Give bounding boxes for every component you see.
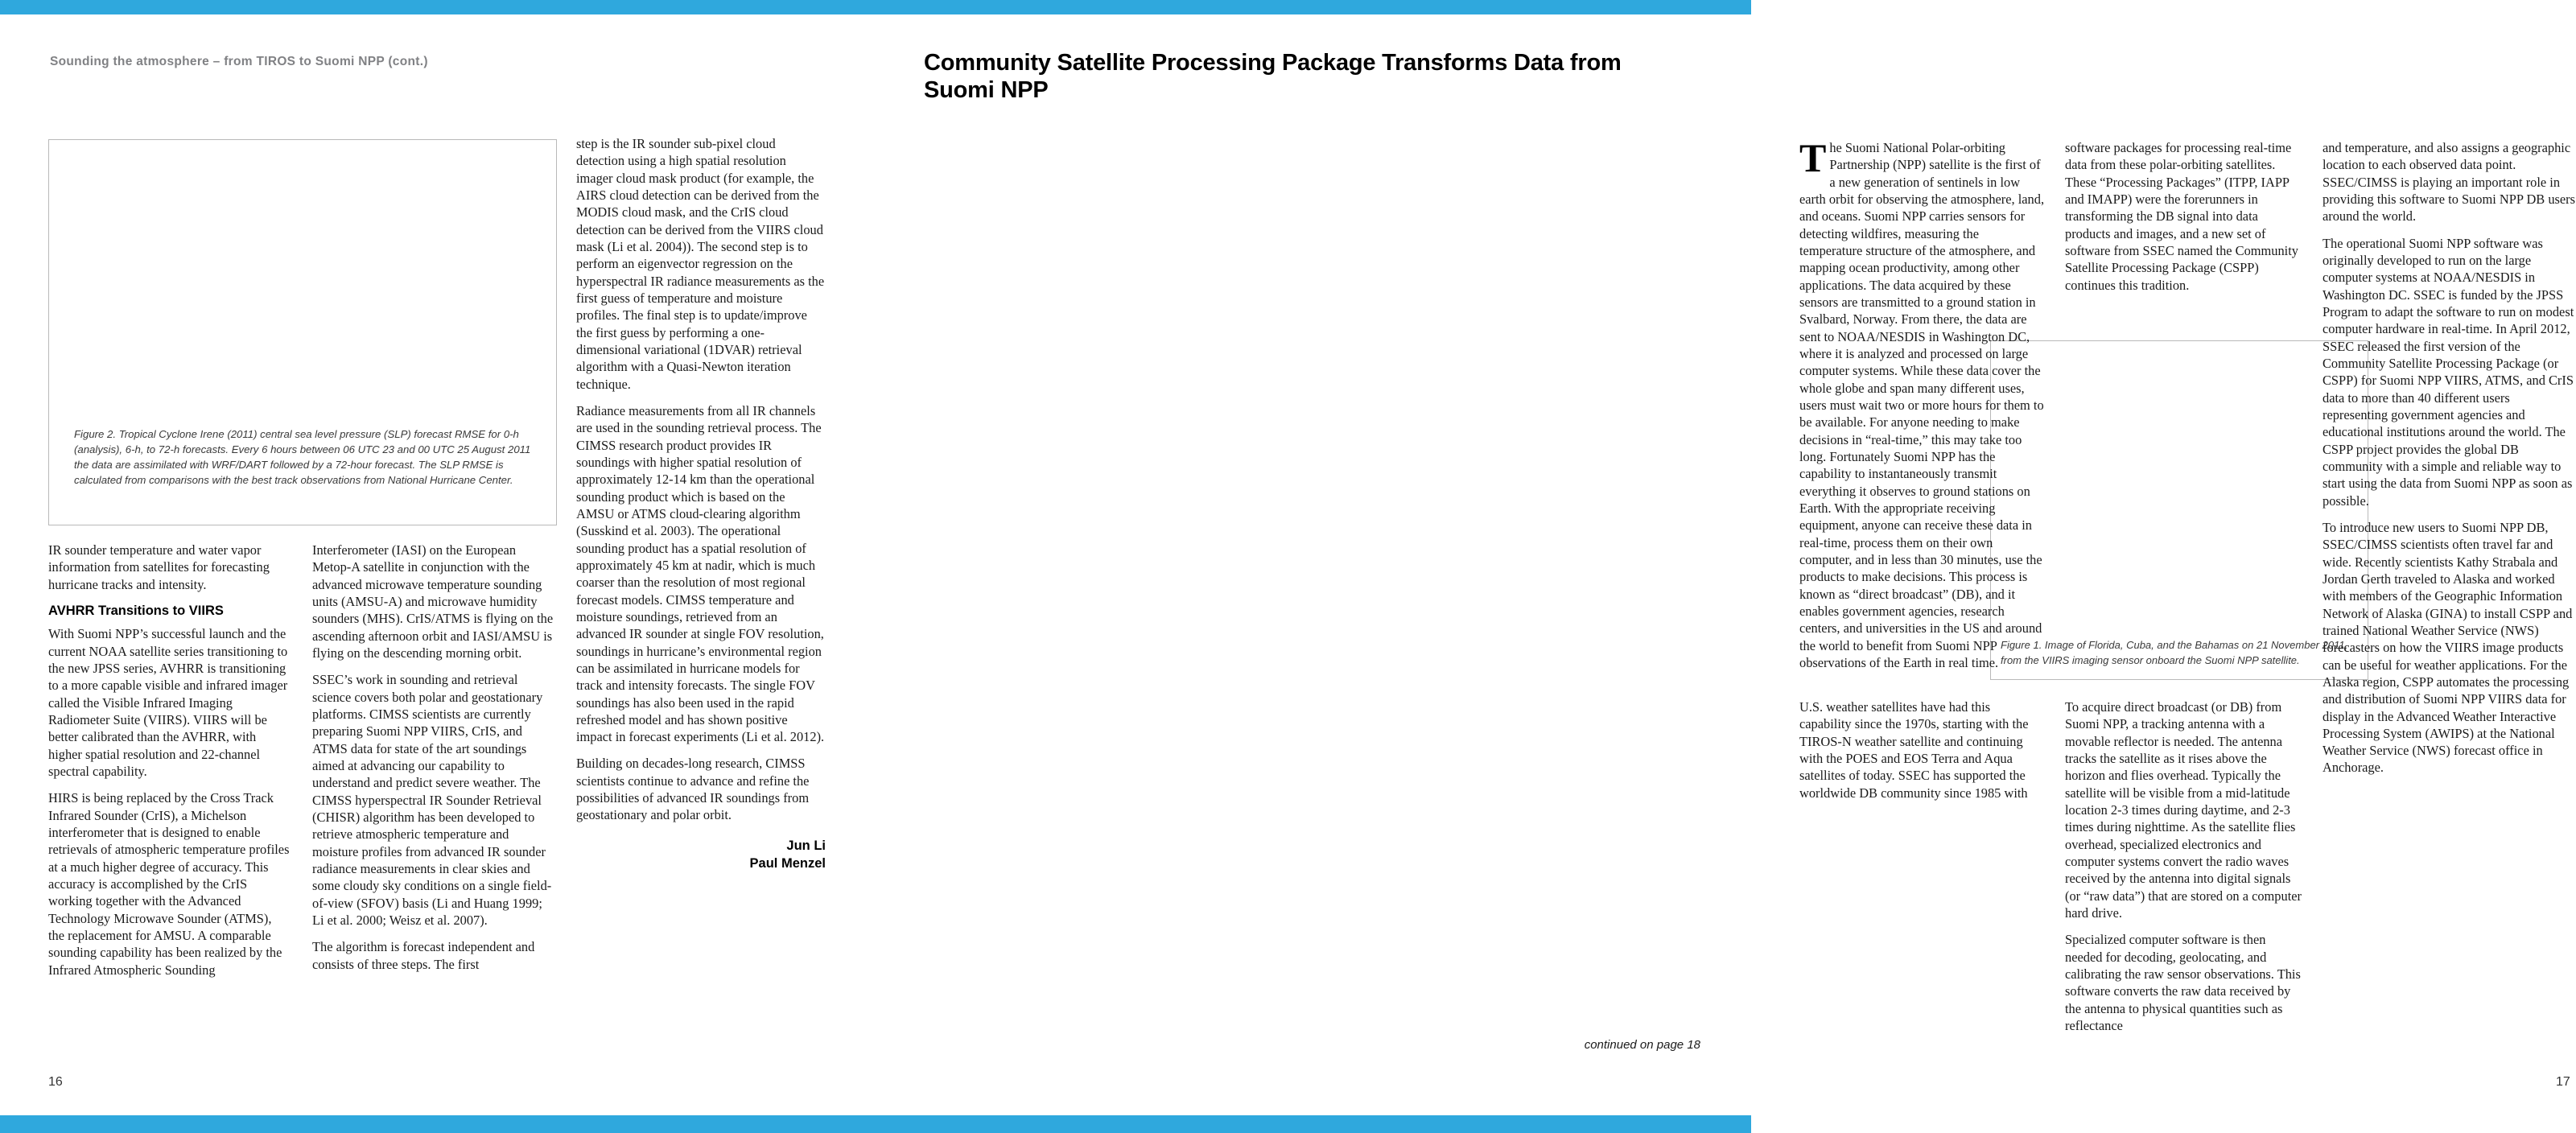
lead-paragraph [1799,135,2045,671]
lead-paragraph-text: he Suomi National Polar-orbiting Partnership (NPP) satellite is the first of a new generation of sentinels in low earth orbit for observing the atmosphere, land, and oceans. Suomi NPP carries sensors for detecting wildfires, measuring the temperature structure of the atmosphere, and mapping ocean productivity, among other applications. The data acquired by these sensors are transmitted to a ground station in Svalbard, Norway. From there, the data are sent to NOAA/NESDIS in Washington DC, where it is analyzed and processed on large computer systems. While these data cover the whole globe and span many different uses, users must wait two or more hours for them to be available. For anyone needing to make decisions in “real-time,” this may take too long. Fortunately Suomi NPP has the capability to instantaneously transmit everything it observes to ground stations on Earth. With the appropriate receiving equipment, anyone can receive these data in real-time, process them on their own computer, and in less than 30 minutes, use the products to make decisions. This process is known as “direct broadcast” (DB), and it enables government agencies, research centers, and universities in the US and around the world to benefit from Suomi NPP observations of the Earth in real time. [1799,140,2045,670]
paragraph: To acquire direct broadcast (or DB) from Suomi NPP, a tracking antenna with a movable reflector is needed. The antenna tracks the satellite as it rises above the horizon and flies overhead. Typically the satellite will be visible from a mid-latitude location 2-3 times during daytime, and 2-3 times during nighttime. As the satellite flies overhead, specialized electronics and computer systems convert the radio waves received by the antenna into digital signals (or “raw data”) that are stored on a computer hard drive. [2065,699,2302,921]
figure-1-caption: Figure 1. Image of Florida, Cuba, and the Bahamas on 21 November 2011, from the VIIRS imaging sensor onboard the Suomi NPP satellite. [2001,639,2348,666]
left-column-2 [312,542,554,983]
article-title: Community Satellite Processing Package Transforms Data from Suomi NPP [924,50,1622,103]
right-page [876,14,2576,1115]
byline-author-2: Paul Menzel [749,856,826,871]
byline-author-1: Jun Li [786,838,826,853]
paragraph: Specialized computer software is then needed for decoding, geolocating, and calibrating the raw sensor observations. This software converts the raw data received by the antenna to physical quantities such as reflectance [2065,932,2301,1033]
paragraph: Radiance measurements from all IR channels are used in the sounding retrieval process. The CIMSS research product provides IR soundings with higher spatial resolution of approximately 12-14 km than the operational sounding product which is based on the AMSU or ATMS cloud-clearing algorithm (Susskind et al. 2003). The operational sounding product has a spatial resolution of approximately 45 km at nadir, which is much coarser than the resolution of most regional forecast models. CIMSS temperature and moisture soundings, retrieved from an advanced IR sounder at single FOV resolution, soundings in hurricane’s environmental region can be assimilated in hurricane models for track and intensity forecasts. The single FOV soundings has also been used in the rapid refreshed model and has shown positive impact in forecast experiments (Li et al. 2012). [576,402,825,745]
paragraph: The operational Suomi NPP software was originally developed to run on the large computer systems at NOAA/NESDIS in Washington DC. SSEC is funded by the JPSS Program to adapt the software to run on modest computer hardware in real-time. In April 2012, SSEC released the first version of the Community Satellite Processing Package (or CSPP) for Suomi NPP VIIRS, ATMS, and CrIS data to more than 40 different users representing government agencies and educational institutions around the world. The CSPP project provides the global DB community with a simple and reliable way to start using the data from Suomi NPP as soon as possible. [2323,235,2574,509]
figure-2-caption: Figure 2. Tropical Cyclone Irene (2011) central sea level pressure (SLP) forecast RMSE for 0-h (analysis), 6-h, to 72-h forecasts. Every 6 hours between 06 UTC 23 and 00 UTC 25 August 2011 the data are assimilated with WRF/DART followed by a 72-hour forecast. The SLP RMSE is calculated from comparisons with the best track observations from National Hurricane Center. [74,428,531,487]
byline [576,837,826,873]
right-column-1-bottom [1799,698,2045,811]
paragraph: To introduce new users to Suomi NPP DB, SSEC/CIMSS scientists often travel far and wide. Recently scientists Kathy Strabala and Jordan Gerth traveled to Alaska and worked with members of the Geographic Information Network of Alaska (GINA) to install CSPP and trained National Weather Service (NWS) forecasters on how the VIIRS image products can be useful for weather applications. For the Alaska region, CSPP automates the processing and distribution of Suomi NPP VIIRS data for display in the Advanced Weather Interactive Processing System (AWIPS) at the National Weather Service (NWS) forecast office in Anchorage. [2323,519,2573,776]
left-column-1 [48,542,290,988]
running-head: Sounding the atmosphere – from TIROS to Suomi NPP (cont.) [50,55,428,68]
paragraph: The algorithm is forecast independent and consists of three steps. The first [312,939,535,972]
paragraph: HIRS is being replaced by the Cross Track Infrared Sounder (CrIS), a Michelson interferometer that is designed to enable retrievals of atmospheric temperature profiles at a much higher degree of accuracy. This accuracy is accomplished by the CrIS working together with the Advanced Technology Microwave Sounder (ATMS), the replacement for AMSU. A comparable sounding capability has been realized by the Infrared Atmospheric Sounding [48,790,290,978]
left-column-3 [576,135,826,872]
right-column-2-bottom [2065,698,2305,1044]
top-accent-bar [0,0,1751,14]
figure-1-image [1990,340,2368,680]
right-column-2-top [2065,139,2305,303]
paragraph: and temperature, and also assigns a geographic location to each observed data point. SSEC/CIMSS is playing an important role in providing this software to Suomi NPP DB users around the world. [2323,140,2576,225]
section-heading-avhrr: AVHRR Transitions to VIIRS [48,603,224,618]
paragraph: step is the IR sounder sub-pixel cloud detection using a high spatial resolution imager cloud mask product (for example, the AIRS cloud detection can be derived from the MODIS cloud mask, and the CrIS cloud detection can be derived from the VIIRS cloud mask (Li et al. 2004)). The second step is to perform an eigenvector regression on the hyperspectral IR radiance measurements as the first guess of temperature and moisture profiles. The final step is to update/improve the first guess by performing a one-dimensional variational (1DVAR) retrieval algorithm with a Quasi-Newton iteration technique. [576,136,825,392]
folio-left: 16 [48,1075,63,1089]
left-page [0,14,876,1115]
right-column-1-top [1799,135,2045,681]
right-column-3 [2323,139,2576,786]
drop-cap: T [1799,135,1827,180]
bottom-accent-bar [0,1115,1751,1133]
paragraph: Interferometer (IASI) on the European Metop-A satellite in conjunction with the advanced microwave temperature sounding units (AMSU-A) and microwave humidity sounders (MHS). CrIS/ATMS is flying on the ascending afternoon orbit and IASI/AMSU is flying on the descending morning orbit. [312,542,554,661]
paragraph: IR sounder temperature and water vapor information from satellites for forecasting hurricane tracks and intensity. [48,542,270,592]
paragraph: SSEC’s work in sounding and retrieval science covers both polar and geostationary platforms. CIMSS scientists are currently preparing Suomi NPP VIIRS, CrIS, and ATMS data for state of the art soundings aimed at advancing our capability to understand and predict severe weather. The CIMSS hyperspectral IR Sounder Retrieval (CHISR) algorithm has been developed to retrieve atmospheric temperature and moisture profiles from advanced IR sounder radiance measurements in clear skies and some cloudy sky conditions on a single field-of-view (SFOV) basis (Li and Huang 1999; Li et al. 2000; Weisz et al. 2007). [312,672,552,928]
paragraph: Building on decades-long research, CIMSS scientists continue to advance and refine the possibilities of advanced IR soundings from geostationary and polar orbit. [576,756,810,823]
paragraph: U.S. weather satellites have had this capability since the 1970s, starting with the TIROS-N weather satellite and continuing with the POES and EOS Terra and Aqua satellites of today. SSEC has supported the worldwide DB community since 1985 with [1799,699,2029,801]
paragraph: With Suomi NPP’s successful launch and the current NOAA satellite series transitioning to the new JPSS series, AVHRR is transitioning to a more capable visible and infrared imager called the Visible Infrared Imaging Radiometer Suite (VIIRS). VIIRS will be better calibrated than the AVHRR, with higher spatial resolution and 22-channel spectral capability. [48,626,288,780]
folio-right: 17 [2556,1075,2570,1089]
paragraph: software packages for processing real-time data from these polar-orbiting satellites. These “Processing Packages” (ITPP, IAPP and IMAPP) were the forerunners in transforming the DB signal into data products and images, and a new set of software from SSEC named the Community Satellite Processing Package (CSPP) continues this tradition. [2065,140,2298,293]
continued-note: continued on page 18 [1584,1038,1700,1052]
